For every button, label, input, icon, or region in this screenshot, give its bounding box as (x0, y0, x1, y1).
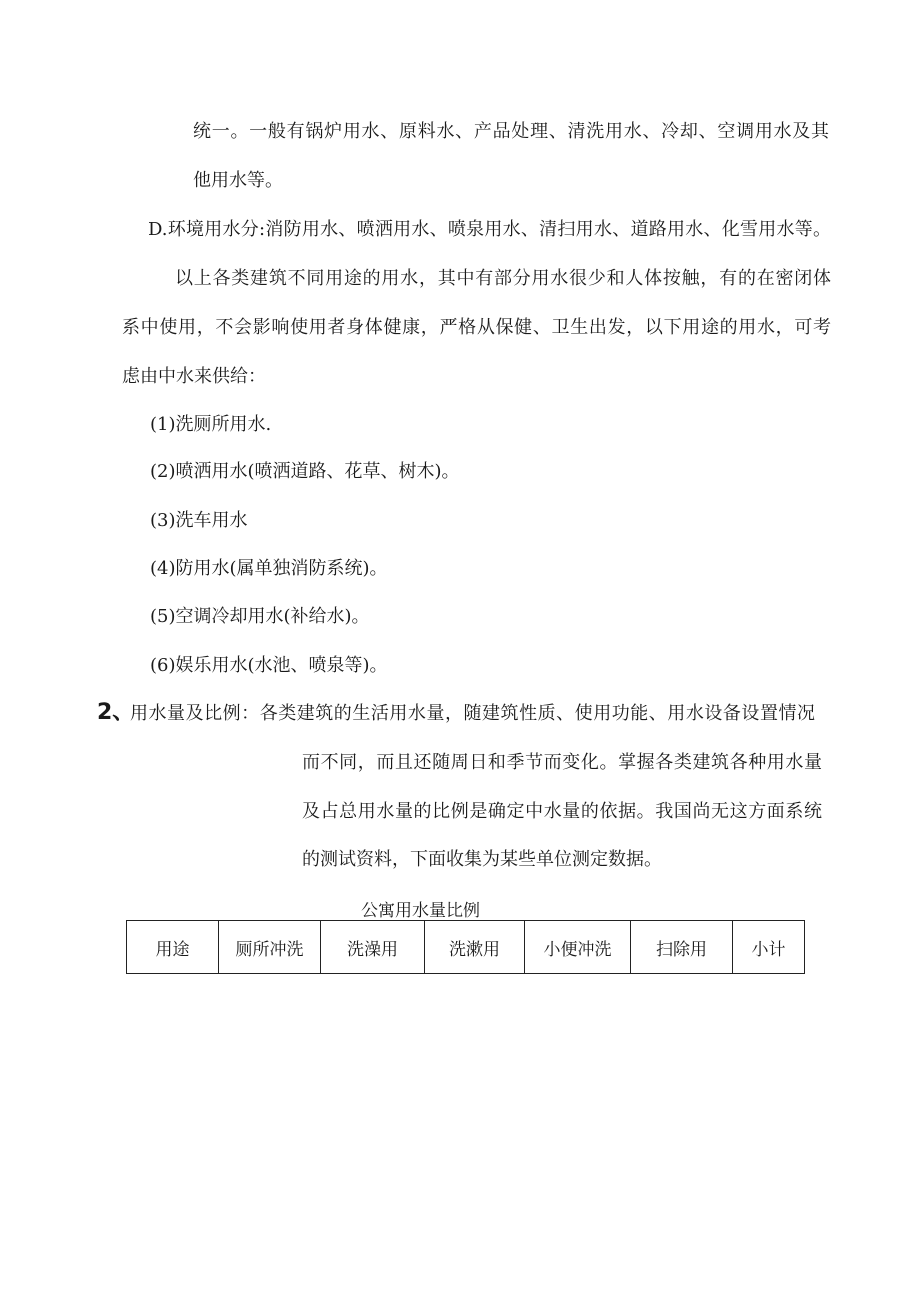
list-item-use-5: (5)空调冷却用水(补给水)。 (150, 606, 370, 627)
table-header-cell: 小计 (733, 921, 805, 974)
paragraph-summary-line1: 以上各类建筑不同用途的用水，其中有部分用水很少和人体按触，有的在密闭体 (175, 268, 831, 289)
list-item-use-6: (6)娱乐用水(水池、喷泉等)。 (150, 655, 388, 676)
paragraph-summary-line2: 系中使用，不会影响使用者身体健康，严格从保健、卫生出发，以下用途的用水，可考 (122, 317, 831, 338)
table-header-cell: 洗漱用 (425, 921, 525, 974)
list-item-use-3: (3)洗车用水 (150, 510, 248, 531)
list-item-use-4: (4)防用水(属单独消防系统)。 (150, 558, 388, 579)
water-usage-ratio-table (126, 920, 805, 974)
table-title: 公寓用水量比例 (361, 901, 480, 921)
section-2-line2: 而不同，而且还随周日和季节而变化。掌握各类建筑各种用水量 (302, 752, 822, 773)
list-item-use-1: (1)洗厕所用水. (150, 414, 272, 435)
section-2-line4: 的测试资料，下面收集为某些单位测定数据。 (302, 849, 662, 870)
table-header-cell: 用途 (127, 921, 219, 974)
table-header-cell: 洗澡用 (321, 921, 425, 974)
paragraph-environmental-water: D.环境用水分:消防用水、喷洒用水、喷泉用水、清扫用水、道路用水、化雪用水等。 (148, 219, 831, 240)
table-header-cell: 小便冲洗 (525, 921, 631, 974)
paragraph-industrial-line1: 统一。一般有锅炉用水、原料水、产品处理、清洗用水、冷却、空调用水及其 (193, 121, 829, 142)
table-header-row (127, 921, 805, 974)
table-header-cell: 扫除用 (631, 921, 733, 974)
list-item-use-2: (2)喷洒用水(喷洒道路、花草、树木)。 (150, 461, 460, 482)
section-2-line1: 用水量及比例：各类建筑的生活用水量，随建筑性质、使用功能、用水设备设置情况 (130, 703, 815, 724)
table-header-cell: 厕所冲洗 (219, 921, 321, 974)
paragraph-summary-line3: 虑由中水来供给： (122, 366, 266, 387)
section-2-number: 2、 (97, 700, 135, 725)
section-2-line3: 及占总用水量的比例是确定中水量的依据。我国尚无这方面系统 (302, 801, 822, 822)
paragraph-industrial-line2: 他用水等。 (193, 170, 283, 191)
